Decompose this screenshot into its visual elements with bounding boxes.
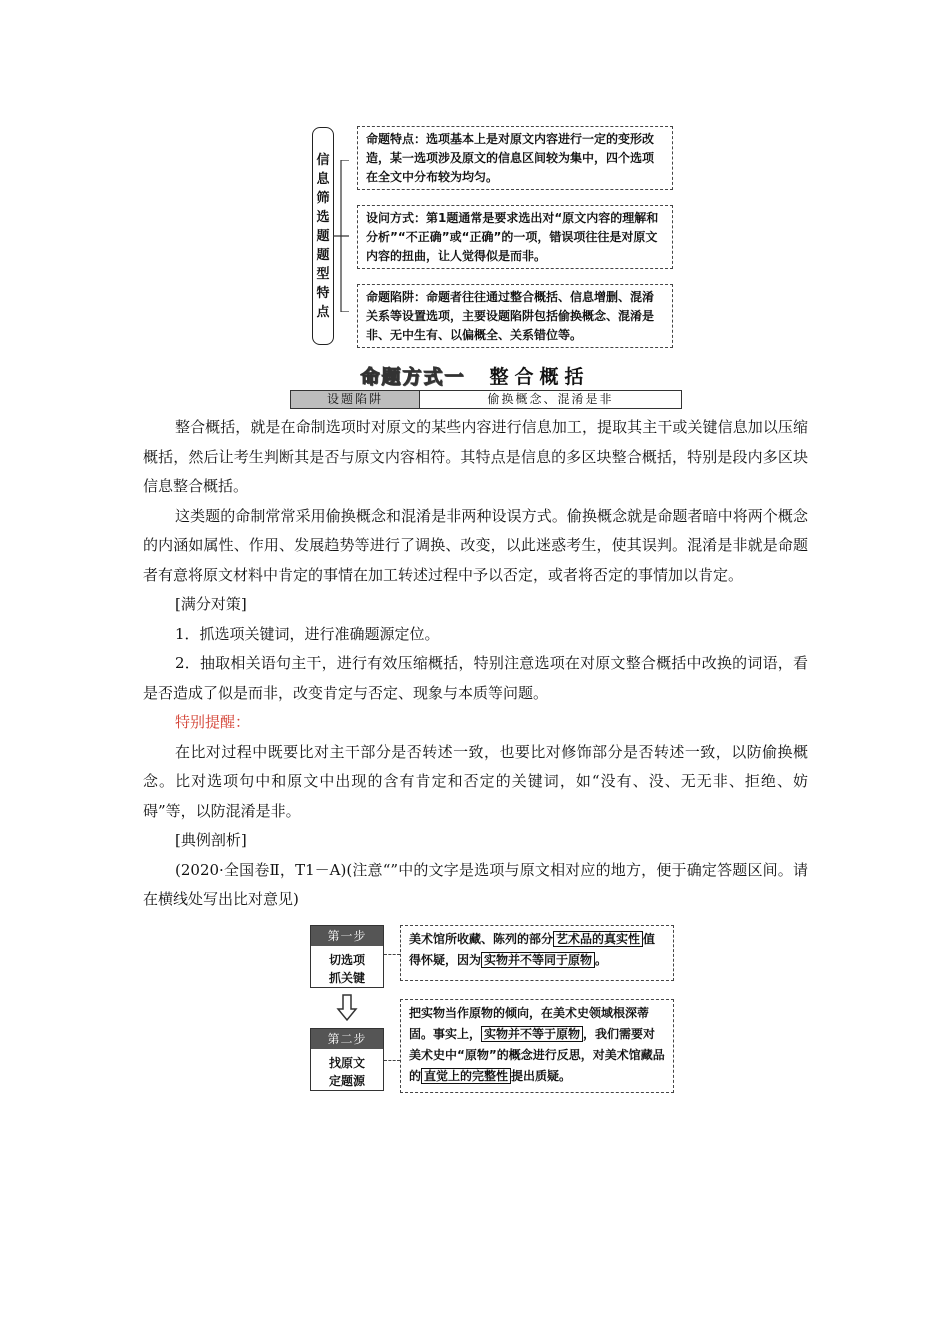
flow-text: 提出质疑。	[511, 1069, 572, 1083]
step-body-line: 切选项	[328, 953, 365, 967]
vlabel-char: 信	[316, 152, 330, 168]
vlabel-char: 筛	[316, 190, 330, 206]
step-body	[311, 1049, 383, 1095]
flow-text: 把实物当作原物的倾向，在美术史领域根深蒂固。事实上，	[409, 1006, 650, 1041]
flow-box-source	[400, 999, 674, 1093]
trap-bar	[290, 390, 682, 409]
paragraph: 这类题的命制常常采用偷换概念和混淆是非两种设误方式。偷换概念就是命题者暗中将两个概念的内涵如属性、作用、发展趋势等进行了调换、改变，以此迷惑考生，使其误判。混淆是非就是命题者有意将原文材料中肯定的事情在加工转述过程中予以否定，或者将否定的事情加以肯定。	[143, 506, 808, 584]
step-head: 第一步	[311, 926, 383, 946]
vlabel-char: 型	[316, 266, 330, 282]
highlight-phrase: 实物并不等同于原物	[481, 952, 595, 968]
diagram-brace	[333, 160, 349, 312]
highlight-phrase: 直觉上的完整性	[421, 1068, 511, 1084]
vlabel-char: 息	[316, 171, 330, 187]
body-text	[143, 413, 808, 915]
paragraph: 整合概括，就是在命制选项时对原文的某些内容进行信息加工，提取其主干或关键信息加以压缩概括，然后让考生判断其是否与原文内容相符。其特点是信息的多区块整合概括，特别是段内多区块信息整合概括。	[143, 418, 808, 495]
section-title-prefix: 命题方式一	[360, 366, 466, 388]
flow-box-option	[400, 925, 674, 981]
step-body-line: 定题源	[328, 1074, 365, 1088]
strategy-item: 1．抓选项关键词，进行准确题源定位。	[175, 624, 440, 643]
section-title-main: 整合概括	[489, 366, 590, 388]
flow-step-2	[310, 1028, 384, 1091]
trap-label: 设题陷阱	[291, 391, 420, 408]
diagram-vertical-label	[312, 127, 334, 345]
vlabel-char: 特	[316, 285, 330, 301]
diagram-box-trap: 命题陷阱：命题者往往通过整合概括、信息增删、混淆关系等设置选项，主要设题陷阱包括偷换概念、混淆是非、无中生有、以偏概全、关系错位等。	[357, 284, 673, 348]
vlabel-char: 题	[316, 247, 330, 263]
example-intro: (2020·全国卷Ⅱ，T1－A)(注意“”中的文字是选项与原文相对应的地方，便于确定答题区间。请在横线处写出比对意见)	[143, 860, 808, 908]
flow-text: ，我们需要对美术史中“原物”的概念进行反思，对美术馆藏品的	[409, 1027, 665, 1083]
strategy-item: 2．抽取相关语句主干，进行有效压缩概括，特别注意选项在对原文整合概括中改换的词语，看是否造成了似是而非，改变肯定与否定、现象与本质等问题。	[143, 654, 808, 702]
step-body-line: 抓关键	[328, 971, 365, 985]
subheading: [满分对策]	[175, 595, 247, 613]
step-head: 第二步	[311, 1029, 383, 1049]
vlabel-char: 点	[316, 304, 330, 320]
connector-line	[384, 1060, 400, 1061]
subheading: [典例剖析]	[175, 831, 247, 849]
step-body	[311, 946, 383, 992]
step-body-line: 找原文	[328, 1056, 365, 1070]
trap-value: 偷换概念、混淆是非	[487, 392, 614, 406]
tip-text: 在比对过程中既要比对主干部分是否转述一致，也要比对修饰部分是否转述一致，以防偷换概念。比对选项句中和原文中出现的含有肯定和否定的关键词，如“没有、没、无无非、拒绝、妨碍”等，以防混淆是非。	[143, 742, 808, 820]
diagram-box-feature: 命题特点：选项基本上是对原文内容进行一定的变形改造，某一选项涉及原文的信息区间较为集中，四个选项在全文中分布较为均匀。	[357, 126, 673, 190]
highlight-phrase: 艺术品的真实性	[553, 931, 643, 947]
flow-text: 美术馆所收藏、陈列的部分	[409, 932, 554, 946]
down-arrow-icon	[336, 994, 358, 1022]
flow-step-1	[310, 925, 384, 988]
tip-label: 特别提醒：	[175, 713, 251, 731]
vlabel-char: 选	[316, 209, 330, 225]
connector-line	[384, 954, 400, 955]
section-title	[290, 362, 660, 389]
diagram-box-question-style: 设问方式：第1题通常是要求选出对“原文内容的理解和分析”“不正确”或“正确”的一项，错误项往往是对原文内容的扭曲，让人觉得似是而非。	[357, 205, 673, 269]
flow-text: 。	[595, 953, 608, 967]
vlabel-char: 题	[316, 228, 330, 244]
flow-text: 值得怀疑，因为	[409, 932, 656, 967]
highlight-phrase: 实物并不等于原物	[481, 1026, 583, 1042]
